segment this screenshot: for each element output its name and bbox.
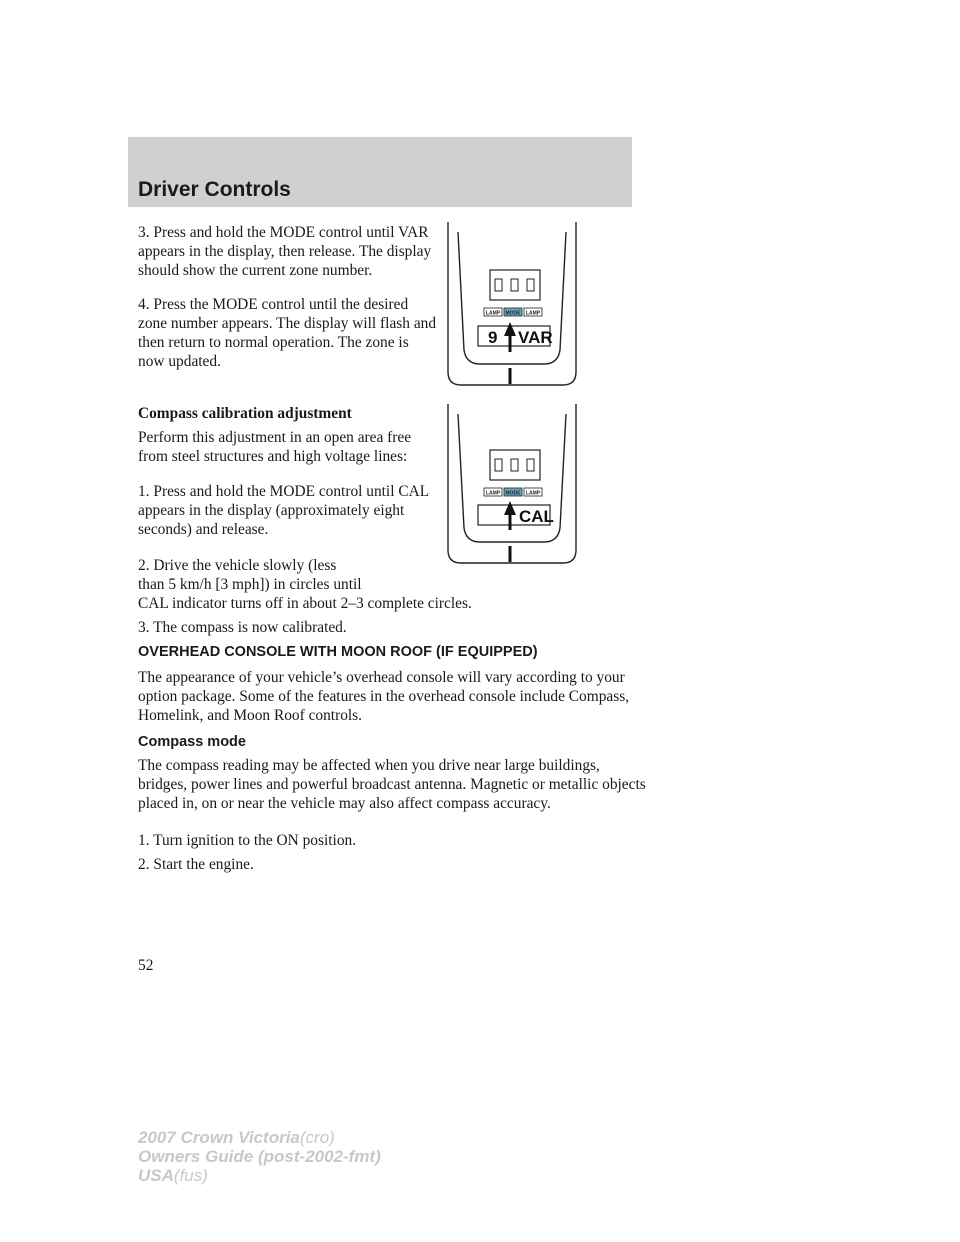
- mode-label: MODE: [505, 310, 521, 317]
- footer-guide-line: Owners Guide (post-2002-fmt): [138, 1147, 381, 1166]
- display-var-text: VAR: [518, 328, 553, 347]
- display-cal-text: CAL: [519, 507, 554, 526]
- footer-model: 2007 Crown Victoria: [138, 1128, 300, 1147]
- overhead-console-description: The appearance of your vehicle’s overhead console will vary according to your option package. Some of the features in the overhead console include Compass, Homelink, and Moon Roof controls.: [138, 669, 630, 724]
- calibration-intro: Perform this adjustment in an open area free from steel structures and high voltage lines:: [138, 429, 412, 465]
- figure-compass-var-display: [442, 222, 582, 388]
- footer-market-line: [138, 1166, 381, 1185]
- compass-mode-description: The compass reading may be affected when you drive near large buildings, bridges, power lines and powerful broadcast antenna. Magnetic or metallic objects placed in, on or near the vehicle may also affect compass accuracy.: [138, 757, 646, 812]
- footer-model-code: (cro): [299, 1128, 335, 1147]
- calibration-step-1: 1. Press and hold the MODE control until CAL appears in the display (approximately eight seconds) and release.: [138, 483, 429, 538]
- lamp-left-label: LAMP: [485, 490, 501, 497]
- footer-model-line: [138, 1128, 381, 1147]
- heading-overhead-console: OVERHEAD CONSOLE WITH MOON ROOF (IF EQUIPPED): [138, 644, 538, 660]
- footer-market: USA: [138, 1166, 174, 1185]
- calibration-step-2-line1: 2. Drive the vehicle slowly (less: [138, 557, 337, 574]
- footer-market-code: (fus): [173, 1166, 208, 1185]
- zone-number: 9: [488, 328, 498, 347]
- heading-compass-mode: Compass mode: [138, 734, 246, 750]
- heading-compass-calibration: Compass calibration adjustment: [138, 405, 352, 422]
- document-footer: [138, 1128, 381, 1185]
- calibration-step-3: 3. The compass is now calibrated.: [138, 619, 347, 636]
- section-title: Driver Controls: [138, 178, 291, 201]
- lamp-right-label: LAMP: [525, 310, 541, 317]
- step-3-var: 3. Press and hold the MODE control until VAR appears in the display, then release. The display should show the current zone number.: [138, 224, 432, 279]
- step-4-zone: 4. Press the MODE control until the desired zone number appears. The display will flash and then return to normal operation. The zone is now updated.: [138, 296, 437, 370]
- figure-compass-cal-display: [442, 404, 582, 570]
- page-number: 52: [138, 957, 154, 974]
- compass-mode-step-2: 2. Start the engine.: [138, 856, 254, 873]
- calibration-step-2-line3: CAL indicator turns off in about 2–3 complete circles.: [138, 595, 472, 612]
- lamp-right-label: LAMP: [525, 490, 541, 497]
- console-light-housing: [490, 270, 540, 300]
- calibration-step-2-line2: than 5 km/h [3 mph]) in circles until: [138, 576, 362, 593]
- console-light-housing: [490, 450, 540, 480]
- mode-label: MODE: [505, 490, 521, 497]
- compass-mode-step-1: 1. Turn ignition to the ON position.: [138, 832, 357, 849]
- lamp-left-label: LAMP: [485, 310, 501, 317]
